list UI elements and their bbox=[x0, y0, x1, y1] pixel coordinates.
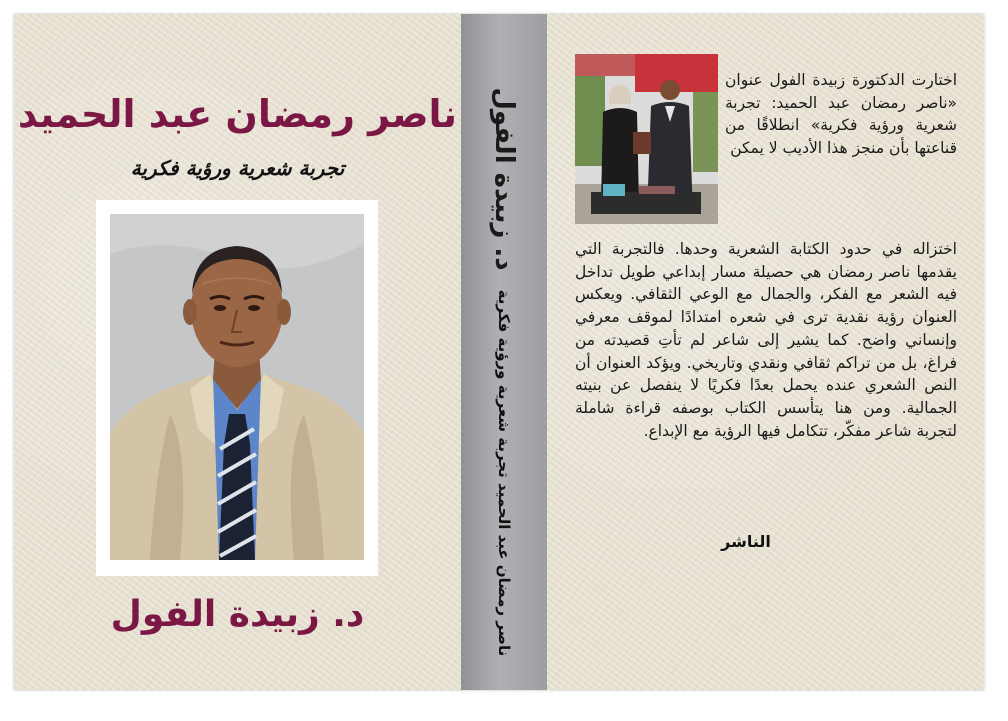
author-photo-illustration bbox=[575, 54, 718, 224]
publisher-label: الناشر bbox=[721, 532, 771, 551]
front-subtitle: تجربة شعرية ورؤية فكرية bbox=[130, 156, 345, 180]
author-photo bbox=[575, 54, 718, 224]
portrait-painting bbox=[110, 214, 364, 560]
book-cover-spread bbox=[14, 14, 984, 690]
spine-title: ناصر رمضان عبد الحميد تجربة شعرية ورؤية فكرية bbox=[495, 289, 513, 657]
front-cover bbox=[14, 14, 461, 690]
front-author: د. زبيدة الفول bbox=[110, 594, 365, 635]
portrait-frame bbox=[96, 200, 378, 576]
book-spine bbox=[461, 14, 547, 690]
spine-author: د. زبيدة الفول bbox=[489, 87, 519, 271]
back-blurb-body: اختزاله في حدود الكتابة الشعرية وحدها. فالتجربة التي يقدمها ناصر رمضان هي حصيلة مسار إبداعي طويل تداخل فيه الشعر مع الفكر، والجمال مع الوعي الثقافي. ويعكس العنوان رؤية نقدية ترى في شعره امتدادًا لموقف معرفي وإنساني واضح. كما يشير إلى شاعر لم تأتِ قصيدته من فراغ، بل من تراكم ثقافي ونقدي وتاريخي. ويؤكد العنوان أن النص الشعري عنده يحمل بعدًا فكريًا لا ينفصل عن بنيته الجمالية. ومن هنا يتأسس الكتاب بوصفه قراءة شاملة لتجربة شاعر مفكّر، تتكامل فيها الرؤية مع الإبداع. bbox=[575, 240, 957, 440]
portrait-illustration bbox=[110, 214, 364, 560]
back-blurb-top: اختارت الدكتورة زبيدة الفول عنوان «ناصر رمضان عبد الحميد: تجربة شعرية ورؤية فكرية» انطلاقًا من قناعتها بأن منجز هذا الأديب لا يمكن bbox=[725, 71, 957, 158]
back-cover bbox=[547, 14, 984, 690]
front-title: ناصر رمضان عبد الحميد bbox=[17, 92, 458, 136]
